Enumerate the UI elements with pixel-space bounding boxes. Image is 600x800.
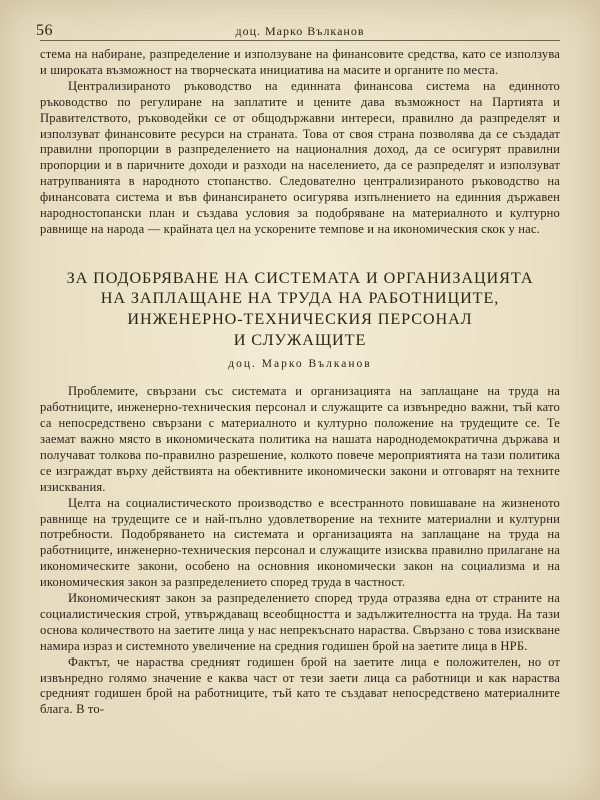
article-title-line: ИНЖЕНЕРНО-ТЕХНИЧЕСКИЯ ПЕРСОНАЛ <box>127 310 473 329</box>
body-paragraph: стема на набиране, разпределение и използуване на финансовите средства, като се използува и широката възможност на творческата инициатива на масите и органите по места. <box>40 47 560 77</box>
article-title-line: НА ЗАПЛАЩАНЕ НА ТРУДА НА РАБОТНИЦИТЕ, <box>100 289 500 308</box>
article-body <box>40 384 560 718</box>
body-paragraph: Централизираното ръководство на единната финансова система на единното ръководство по регулиране на заплатите и цените дава възможност на Партията и Правителството, ръководейки се от общодържавни интереси, правилно да разпределят и използуват финансовите ресурси на страната. Това от своя страна позволява да се създадат правилни пропорции в разпределението на националния доход, да се осигурят правилни пропорции и в паричните доходи и разходи на населението, да се разпределят и използуват натрупванията в народното стопанство. Следователно централизираното ръководство на финансовата система и във финансирането осигурява изпълнението на единния държавен народностопански план и създава условия за подобряване на материалното и културно равнище на народа — крайната цел на ускорените темпове и на икономическия скок у нас. <box>40 78 560 236</box>
body-paragraph: Целта на социалистическото производство е всестранното повишаване на жизненото равнище на трудещите се и най-пълно удовлетворение на техните материални и културни потребности. Подобряването на системата и организацията на заплащане на труда на работниците, инженерно-техническия персонал и служащите изисква правилно прилагане на икономическите закони, особено на основния икономически закон на социализма и на икономическия закон за разпределението според труда в частност. <box>40 495 560 590</box>
previous-article-ending <box>40 47 560 238</box>
article-title-line: ЗА ПОДОБРЯВАНЕ НА СИСТЕМАТА И ОРГАНИЗАЦИЯТА <box>66 268 534 287</box>
running-author: доц. Марко Вълканов <box>235 24 365 38</box>
article-title <box>40 268 560 350</box>
article-byline: доц. Марко Вълканов <box>228 358 372 371</box>
body-paragraph: Проблемите, свързани със системата и организацията на заплащане на труда на работниците, инженерно-техническия персонал и служащите са извънредно важни, тъй като са непосредствено свързани с материалното и културно положение на трудещите се. Те заемат важно място в икономическата политика на нашата народнодемократична държава и получават толкова по-правилно разрешение, колкото повече мероприятията на тази политика се изграждат върху действията на обективните икономически закони и отговарят на техните изисквания. <box>40 384 560 494</box>
page-number: 56 <box>36 22 53 39</box>
article-title-line: И СЛУЖАЩИТЕ <box>233 330 367 349</box>
body-paragraph: Икономическият закон за разпределението според труда отразява една от страните на социалистическия строй, утвърждаващ всеобщността и задължителността на труда. На тази основа количеството на заетите лица у нас непрекъснато нараства. Свързано с това изискване намира израз и системното увеличение на средния годишен брой на заетите лица в НРБ. <box>40 591 560 653</box>
body-paragraph: Фактът, че нараства средният годишен брой на заетите лица е положителен, но от извънредно голямо значение е каква част от тези заети лица са работници и как нараства средният годишен брой на работниците, тъй като те създават непосредствено материалните блага. В то- <box>40 654 560 717</box>
running-header <box>36 10 560 41</box>
